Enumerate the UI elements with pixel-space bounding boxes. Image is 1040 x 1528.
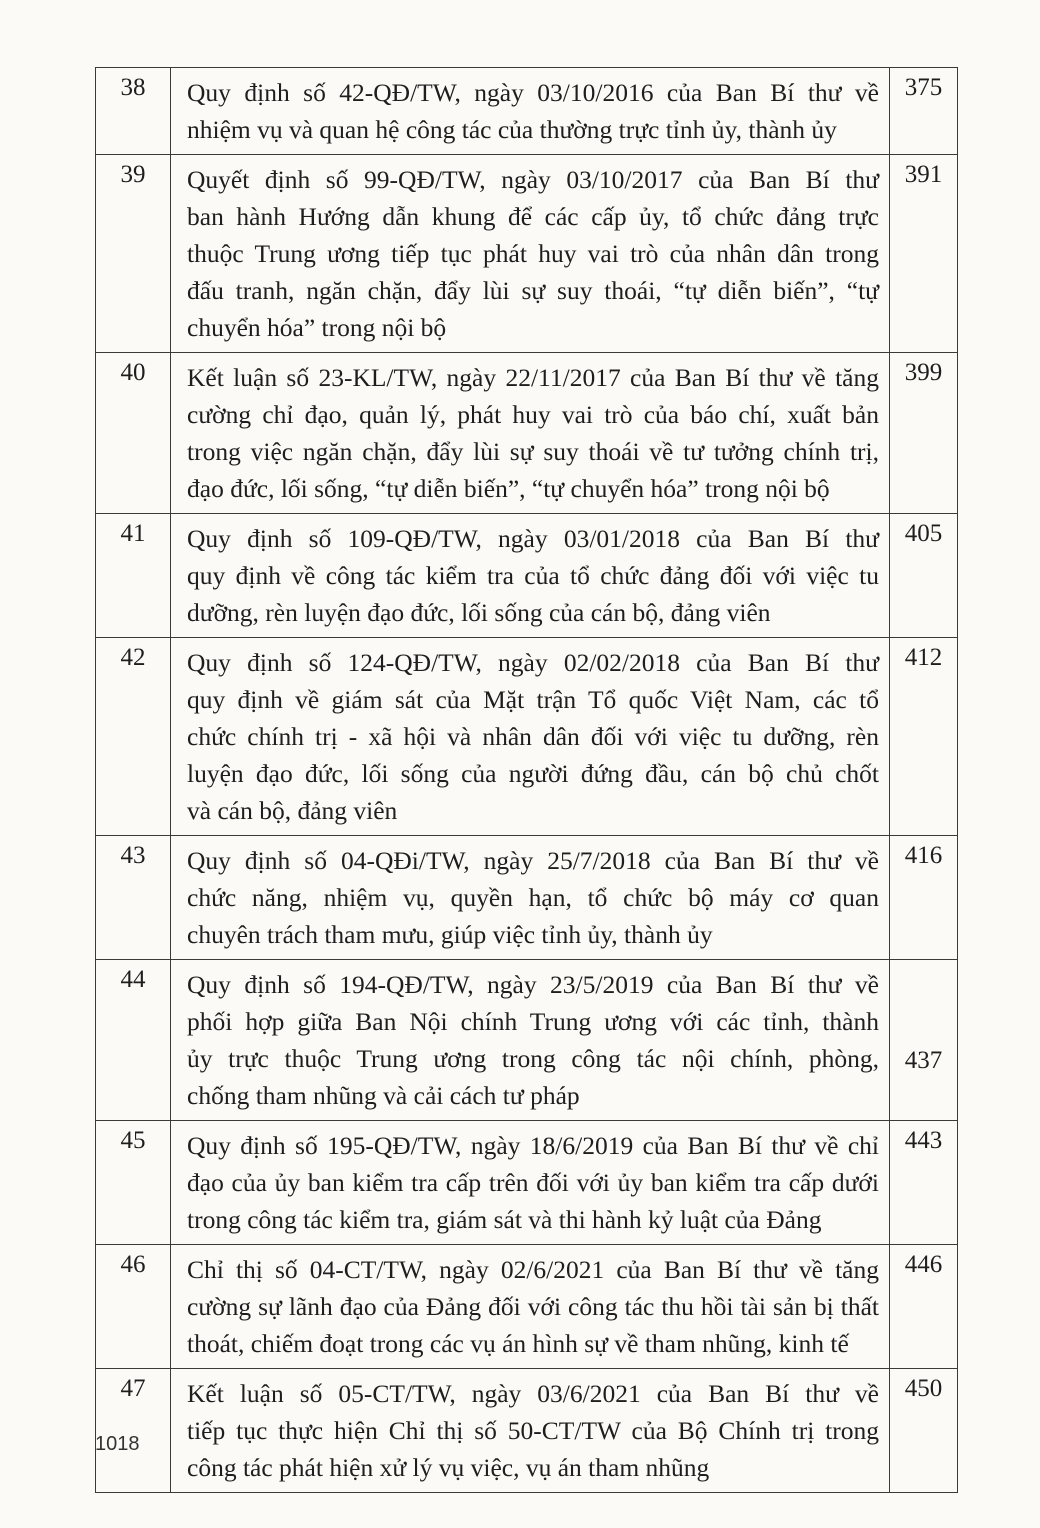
page-number: 1018	[95, 1433, 140, 1455]
page-reference-cell	[890, 1121, 958, 1245]
title-line: chuyển hóa” trong nội bộ	[187, 313, 447, 342]
table-row	[96, 1245, 958, 1369]
title-line: nhiệm vụ và quan hệ công tác của thường trực tỉnh ủy, thành ủy	[187, 115, 837, 144]
title-line: Kết luận số 23-KL/TW, ngày 22/11/2017 của Ban Bí thư về tăng	[187, 363, 879, 392]
page-reference-cell	[890, 514, 958, 638]
title-line: chức chính trị - xã hội và nhân dân đối với việc tu dưỡng, rèn	[187, 722, 879, 751]
title-line: công tác phát hiện xử lý vụ việc, vụ án tham nhũng	[187, 1453, 710, 1482]
title-line: quy định về giám sát của Mặt trận Tổ quốc Việt Nam, các tổ	[187, 685, 879, 714]
table-row	[96, 1369, 958, 1493]
item-number: 39	[96, 155, 171, 353]
table-row	[96, 155, 958, 353]
title-line: đạo đức, lối sống, “tự diễn biến”, “tự chuyển hóa” trong nội bộ	[187, 474, 830, 503]
page-reference: 405	[904, 520, 943, 547]
title-line: Quy định số 194-QĐ/TW, ngày 23/5/2019 của Ban Bí thư về	[187, 970, 879, 999]
table-row	[96, 514, 958, 638]
title-line: cường chỉ đạo, quản lý, phát huy vai trò của báo chí, xuất bản	[187, 400, 879, 429]
page-reference-cell	[890, 155, 958, 353]
page-reference: 412	[904, 644, 943, 671]
item-number: 44	[96, 960, 171, 1121]
title-line: quy định về công tác kiểm tra của tổ chức đảng đối với việc tu	[187, 561, 879, 590]
title-line: chống tham nhũng và cải cách tư pháp	[187, 1081, 580, 1110]
item-number: 47	[96, 1369, 171, 1493]
title-line: trong việc ngăn chặn, đẩy lùi sự suy thoái về tư tưởng chính trị,	[187, 437, 879, 466]
title-line: Quy định số 109-QĐ/TW, ngày 03/01/2018 của Ban Bí thư	[187, 524, 879, 553]
title-line: Chỉ thị số 04-CT/TW, ngày 02/6/2021 của Ban Bí thư về tăng	[187, 1255, 879, 1284]
title-line: Quy định số 42-QĐ/TW, ngày 03/10/2016 của Ban Bí thư về	[187, 78, 879, 107]
title-line: ủy trực thuộc Trung ương trong công tác nội chính, phòng,	[187, 1044, 879, 1073]
page-reference: 416	[904, 842, 943, 869]
table-of-contents	[95, 67, 958, 1493]
title-line: thuộc Trung ương tiếp tục phát huy vai trò của nhân dân trong	[187, 239, 879, 268]
title-line: đấu tranh, ngăn chặn, đẩy lùi sự suy thoái, “tự diễn biến”, “tự	[187, 276, 879, 305]
item-title	[171, 68, 890, 155]
title-line: luyện đạo đức, lối sống của người đứng đầu, cán bộ chủ chốt	[187, 759, 879, 788]
item-title	[171, 1245, 890, 1369]
item-title	[171, 960, 890, 1121]
title-line: phối hợp giữa Ban Nội chính Trung ương với các tỉnh, thành	[187, 1007, 879, 1036]
table-row	[96, 960, 958, 1121]
title-line: đạo của ủy ban kiểm tra cấp trên đối với ủy ban kiểm tra cấp dưới	[187, 1168, 879, 1197]
item-number: 43	[96, 836, 171, 960]
title-line: Quyết định số 99-QĐ/TW, ngày 03/10/2017 của Ban Bí thư	[187, 165, 879, 194]
page-reference-cell	[890, 68, 958, 155]
table-row	[96, 1121, 958, 1245]
item-number: 42	[96, 638, 171, 836]
page-reference: 375	[904, 74, 943, 101]
title-line: chuyên trách tham mưu, giúp việc tỉnh ủy, thành ủy	[187, 920, 713, 949]
item-title	[171, 836, 890, 960]
item-title	[171, 638, 890, 836]
item-number: 41	[96, 514, 171, 638]
title-line: cường sự lãnh đạo của Đảng đối với công tác thu hồi tài sản bị thất	[187, 1292, 879, 1321]
page-reference: 450	[904, 1375, 943, 1402]
table-row	[96, 638, 958, 836]
item-number: 46	[96, 1245, 171, 1369]
title-line: Quy định số 124-QĐ/TW, ngày 02/02/2018 của Ban Bí thư	[187, 648, 879, 677]
title-line: thoát, chiếm đoạt trong các vụ án hình sự về tham nhũng, kinh tế	[187, 1329, 849, 1358]
table-row	[96, 836, 958, 960]
item-title	[171, 1369, 890, 1493]
page-reference: 443	[904, 1127, 943, 1154]
item-title	[171, 514, 890, 638]
item-number: 45	[96, 1121, 171, 1245]
page-reference-cell	[890, 638, 958, 836]
table-row	[96, 68, 958, 155]
item-number: 40	[96, 353, 171, 514]
page-reference-cell	[890, 836, 958, 960]
item-title	[171, 155, 890, 353]
page-reference: 437	[904, 1047, 943, 1074]
title-line: chức năng, nhiệm vụ, quyền hạn, tổ chức bộ máy cơ quan	[187, 883, 879, 912]
title-line: trong công tác kiểm tra, giám sát và thi hành kỷ luật của Đảng	[187, 1205, 822, 1234]
page-reference-cell	[890, 1245, 958, 1369]
item-title	[171, 353, 890, 514]
title-line: dưỡng, rèn luyện đạo đức, lối sống của cán bộ, đảng viên	[187, 598, 771, 627]
title-line: và cán bộ, đảng viên	[187, 796, 398, 825]
page-reference-cell	[890, 960, 958, 1121]
page-reference-cell	[890, 353, 958, 514]
title-line: Quy định số 195-QĐ/TW, ngày 18/6/2019 của Ban Bí thư về chỉ	[187, 1131, 879, 1160]
page-reference-cell	[890, 1369, 958, 1493]
page-reference: 399	[904, 359, 943, 386]
page-reference: 391	[904, 161, 943, 188]
item-title	[171, 1121, 890, 1245]
title-line: ban hành Hướng dẫn khung để các cấp ủy, tổ chức đảng trực	[187, 202, 879, 231]
page-reference: 446	[904, 1251, 943, 1278]
table-row	[96, 353, 958, 514]
item-number: 38	[96, 68, 171, 155]
title-line: tiếp tục thực hiện Chỉ thị số 50-CT/TW của Bộ Chính trị trong	[187, 1416, 879, 1445]
title-line: Quy định số 04-QĐi/TW, ngày 25/7/2018 của Ban Bí thư về	[187, 846, 879, 875]
title-line: Kết luận số 05-CT/TW, ngày 03/6/2021 của Ban Bí thư về	[187, 1379, 879, 1408]
